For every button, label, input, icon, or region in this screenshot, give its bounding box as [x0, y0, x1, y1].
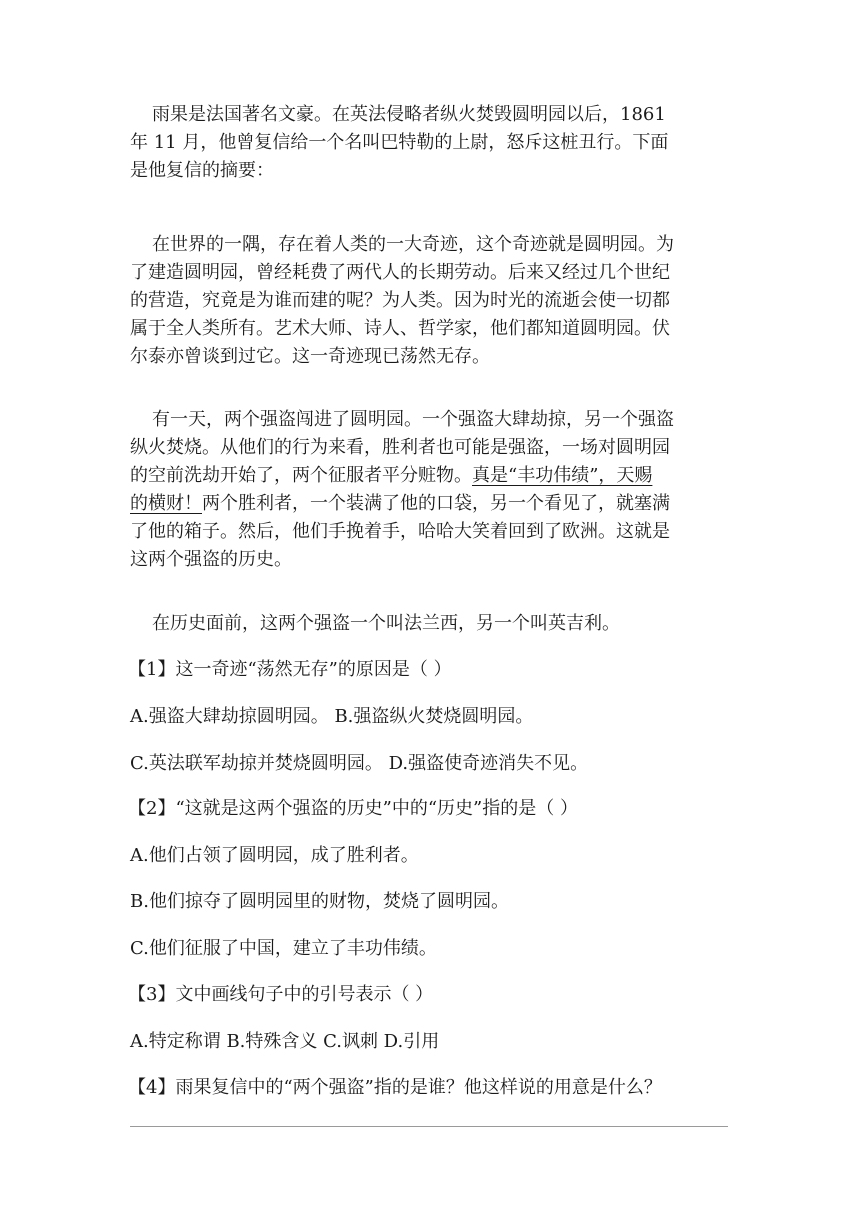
intro-line-3: 是他复信的摘要：: [130, 160, 274, 181]
question-4-stem: 【4】雨果复信中的“两个强盗”指的是谁？他这样说的用意是什么？: [128, 1077, 662, 1098]
question-2-option-c: C.他们征服了中国，建立了丰功伟绩。: [130, 938, 437, 959]
para1-line-4: 属于全人类所有。艺术大师、诗人、哲学家，他们都知道圆明园。伏: [130, 318, 670, 339]
question-1-options-cd: C.英法联军劫掠并焚烧圆明园。 D.强盗使奇迹消失不见。: [130, 753, 589, 774]
para2-line-4: [130, 491, 730, 517]
para2-line-6: 这两个强盗的历史。: [130, 549, 292, 570]
para2-line-2: 纵火焚烧。从他们的行为来看，胜利者也可能是强盗，一场对圆明园: [130, 437, 670, 458]
para2-line-3-text: 的空前洗劫开始了，两个征服者平分赃物。: [130, 465, 472, 486]
intro-line-2: 年 11 月，他曾复信给一个名叫巴特勒的上尉，怒斥这桩丑行。下面: [130, 132, 669, 153]
underlined-sentence-part-1: 真是“丰功伟绩”，天赐: [472, 465, 653, 486]
para2-line-5: 了他的箱子。然后，他们手挽着手，哈哈大笑着回到了欧洲。这就是: [130, 521, 670, 542]
para2-line-4-text: 两个胜利者，一个装满了他的口袋，另一个看见了，就塞满: [202, 493, 670, 514]
question-1-options-ab: A.强盗大肆劫掠圆明园。 B.强盗纵火焚烧圆明园。: [130, 706, 534, 727]
question-2-stem: 【2】“这就是这两个强盗的历史”中的“历史”指的是（ ）: [128, 798, 578, 819]
para1-line-3: 的营造，究竟是为谁而建的呢？为人类。因为时光的流逝会使一切都: [130, 290, 670, 311]
question-3-options: A.特定称谓 B.特殊含义 C.讽刺 D.引用: [130, 1031, 440, 1052]
question-2-option-b: B.他们掠夺了圆明园里的财物，焚烧了圆明园。: [130, 891, 509, 912]
question-2-option-a: A.他们占领了圆明园，成了胜利者。: [130, 845, 419, 866]
para3-line-1: 在历史面前，这两个强盗一个叫法兰西，另一个叫英吉利。: [152, 613, 620, 634]
para1-line-1: 在世界的一隅，存在着人类的一大奇迹，这个奇迹就是圆明园。为: [152, 234, 674, 255]
para1-line-2: 了建造圆明园，曾经耗费了两代人的长期劳动。后来又经过几个世纪: [130, 262, 670, 283]
question-3-stem: 【3】文中画线句子中的引号表示（ ）: [128, 984, 434, 1005]
para1-line-5: 尔泰亦曾谈到过它。这一奇迹现已荡然无存。: [130, 346, 490, 367]
underlined-sentence-part-2: 的横财！: [130, 493, 202, 514]
para2-line-1: 有一天，两个强盗闯进了圆明园。一个强盗大肆劫掠，另一个强盗: [152, 409, 674, 430]
intro-line-1: 雨果是法国著名文豪。在英法侵略者纵火焚毁圆明园以后，1861: [152, 104, 666, 125]
para2-line-3: [130, 463, 730, 489]
answer-line[interactable]: [130, 1126, 728, 1127]
question-1-stem: 【1】这一奇迹“荡然无存”的原因是（ ）: [128, 659, 452, 680]
